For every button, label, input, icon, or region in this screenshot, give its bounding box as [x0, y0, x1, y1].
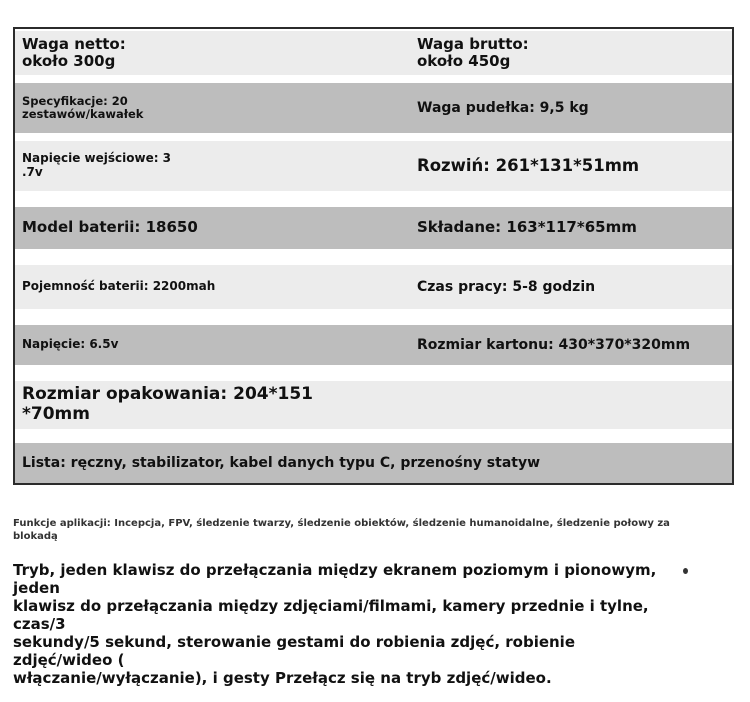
- spec-row-weight: [15, 31, 732, 75]
- battery-model: Model baterii: 18650: [22, 218, 198, 237]
- spec-row-capacity: [15, 265, 732, 309]
- unfolded-size: Rozwiń: 261*131*51mm: [417, 155, 640, 175]
- dot-mark: [683, 568, 688, 574]
- modes-description: Tryb, jeden klawisz do przełączania między ekranem poziomym i pionowym, jeden klawisz do przełączania między zdjęciami/filmami, kamery przednie i tylne, czas/3 sekundy/5 sekund, sterowanie gestami do robienia zdjęć, robienie zdjęć/wideo ( włączanie/wyłączanie), i gesty Przełącz się na tryb zdjęć/wideo.: [13, 561, 657, 687]
- net-weight: Waga netto: około 300g: [22, 34, 126, 70]
- spec-row-voltage-carton: [15, 325, 732, 365]
- app-functions-text: Funkcje aplikacji: Incepcja, FPV, śledzenie twarzy, śledzenie obiektów, śledzenie humanoidalne, śledzenie połowy za blokadą: [13, 518, 670, 542]
- spec-row-battery-model: [15, 207, 732, 249]
- voltage: Napięcie: 6.5v: [22, 337, 119, 352]
- package-size: Rozmiar opakowania: 204*151 *70mm: [22, 384, 313, 424]
- spec-table: [13, 27, 734, 485]
- working-time: Czas pracy: 5-8 godzin: [417, 278, 596, 295]
- spec-row-specification: [15, 83, 732, 133]
- box-weight: Waga pudełka: 9,5 kg: [417, 99, 589, 116]
- spec-row-package-list: [15, 443, 732, 483]
- battery-capacity: Pojemność baterii: 2200mah: [22, 279, 216, 294]
- specification: Specyfikacje: 20 zestawów/kawałek: [22, 93, 144, 121]
- carton-size: Rozmiar kartonu: 430*370*320mm: [417, 336, 691, 353]
- folded-size: Składane: 163*117*65mm: [417, 218, 637, 237]
- gross-weight: Waga brutto: około 450g: [417, 34, 529, 70]
- input-voltage: Napięcie wejściowe: 3 .7v: [22, 151, 172, 179]
- package-list: Lista: ręczny, stabilizator, kabel danych typu C, przenośny statyw: [22, 454, 541, 471]
- spec-row-package-size: [15, 381, 732, 429]
- spec-row-voltage-unfold: [15, 141, 732, 191]
